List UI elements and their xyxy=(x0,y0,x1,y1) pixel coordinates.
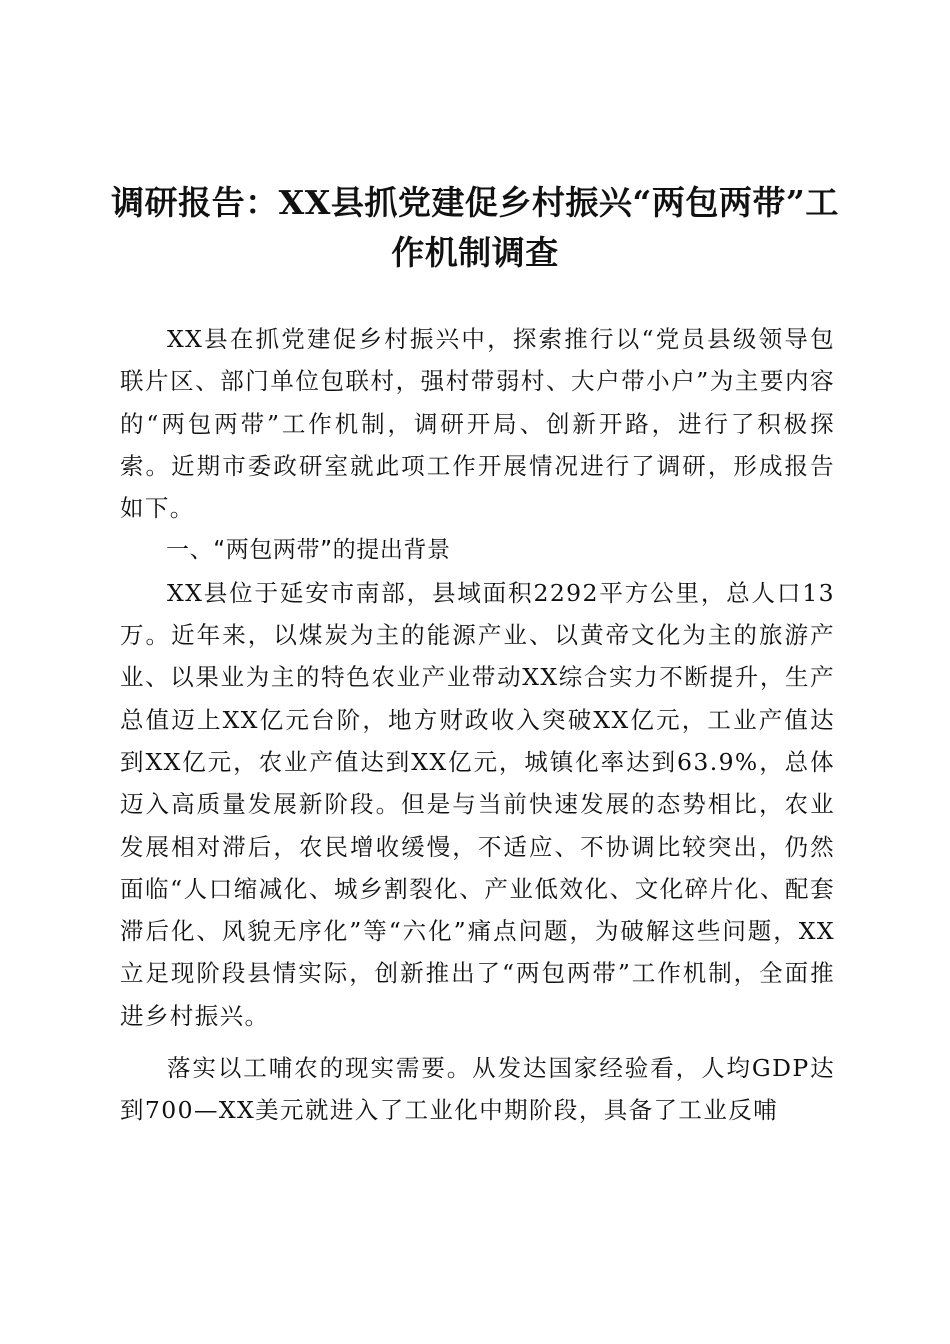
section-heading: 一、“两包两带”的提出背景 xyxy=(166,537,451,564)
background-paragraph: XX县位于延安市南部，县域面积2292平方公里，总人口13万。近年来，以煤炭为主的能源产业、以黄帝文化为主的旅游产业、以果业为主的特色农业产业带动XX综合实力不断提升，生产总值迈上XX亿元台阶，地方财政收入突破XX亿元，工业产值达到XX亿元，农业产值达到XX亿元，城镇化率达到63.9%，总体迈入高质量发展新阶段。但是与当前快速发展的态势相比，农业发展相对滞后，农民增收缓慢，不适应、不协调比较突出，仍然面临“人口缩减化、城乡割裂化、产业低效化、文化碎片化、配套滞后化、风貌无序化”等“六化”痛点问题，为破解这些问题，XX立足现阶段县情实际，创新推出了“两包两带”工作机制，全面推进乡村振兴。 xyxy=(120,578,835,1030)
document-title: 调研报告：XX县抓党建促乡村振兴“两包两带”工作机制调查 xyxy=(111,183,839,272)
document-body xyxy=(120,318,835,1132)
intro-paragraph: XX县在抓党建促乡村振兴中，探索推行以“党员县级领导包联片区、部门单位包联村，强村带弱村、大户带小户”为主要内容的“两包两带”工作机制，调研开局、创新开路，进行了积极探索。近期市委政研室就此项工作开展情况进行了调研，形成报告如下。 xyxy=(120,325,835,523)
industry-paragraph: 落实以工哺农的现实需要。从发达国家经验看，人均GDP达到700—XX美元就进入了工业化中期阶段，具备了工业反哺 xyxy=(120,1054,835,1125)
